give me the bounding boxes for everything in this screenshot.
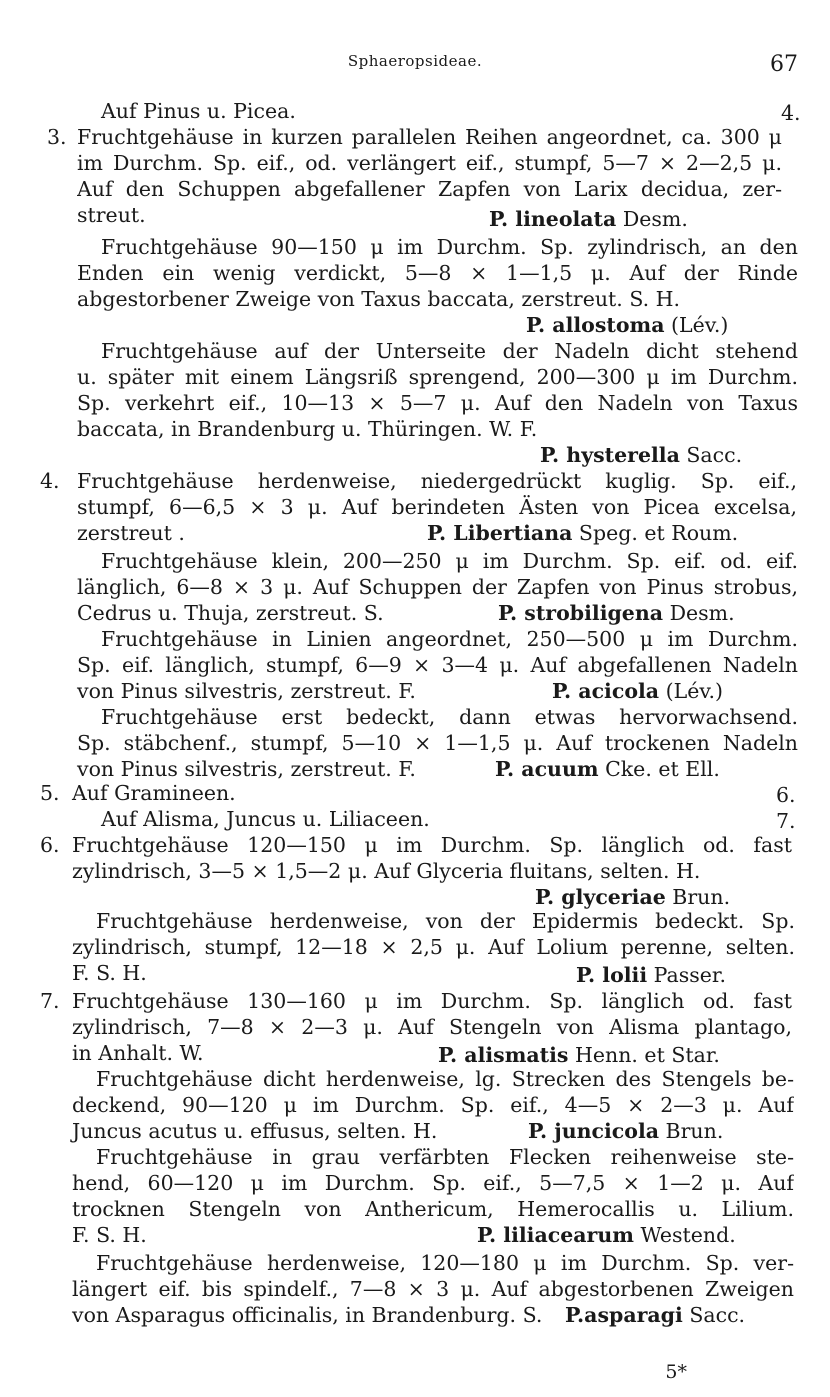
text-line: Fruchtgehäuse auf der Unterseite der Nadeln dicht stehend — [101, 339, 798, 363]
text-line: Fruchtgehäuse herdenweise, niedergedrückt kuglig. Sp. eif., — [77, 469, 797, 493]
text-line: Auf Alisma, Juncus u. Liliaceen. — [101, 807, 430, 831]
key-number: 7. — [40, 989, 60, 1013]
text-line: zylindrisch, 7—8 × 2—3 μ. Auf Stengeln von Alisma plantago, — [72, 1015, 792, 1039]
species-binomial: P. strobiligena — [498, 601, 664, 625]
text-line: F. S. H. — [72, 961, 147, 985]
text-line: Fruchtgehäuse klein, 200—250 μ im Durchm. Sp. eif. od. eif. — [101, 549, 798, 573]
species-binomial: P. glyceriae — [535, 885, 666, 909]
text-line: Fruchtgehäuse herdenweise, von der Epidermis bedeckt. Sp. — [96, 909, 795, 933]
species-binomial: P. liliacearum — [477, 1223, 634, 1247]
text-line: länglich, 6—8 × 3 μ. Auf Schuppen der Zapfen von Pinus strobus, — [77, 575, 798, 599]
species-name — [526, 312, 728, 338]
key-reference: 4. — [781, 101, 801, 125]
text-line: trocknen Stengeln von Anthericum, Hemerocallis u. Lilium. — [72, 1197, 794, 1221]
text-line: Sp. stäbchenf., stumpf, 5—10 × 1—1,5 μ. Auf trockenen Nadeln — [77, 731, 798, 755]
species-binomial: P. alismatis — [438, 1043, 569, 1067]
species-binomial: P. allostoma — [526, 313, 665, 337]
text-line: Juncus acutus u. effusus, selten. H. — [72, 1119, 438, 1143]
species-authority: Cke. et Ell. — [598, 757, 720, 781]
text-line: von Pinus silvestris, zerstreut. F. — [77, 679, 416, 703]
text-line: Fruchtgehäuse in grau verfärbten Flecken reihenweise ste- — [96, 1145, 794, 1169]
key-number: 3. — [47, 125, 67, 149]
species-authority: Sacc. — [679, 443, 743, 467]
text-line: längert eif. bis spindelf., 7—8 × 3 μ. Auf abgestorbenen Zweigen — [72, 1277, 794, 1301]
text-line: Auf den Schuppen abgefallener Zapfen von Larix decidua, zer- — [77, 177, 782, 201]
text-line: streut. — [77, 203, 146, 227]
signature-mark: 5* — [665, 1361, 687, 1383]
species-binomial: P. lineolata — [489, 207, 617, 231]
text-line: Fruchtgehäuse 130—160 μ im Durchm. Sp. länglich od. fast — [72, 989, 792, 1013]
species-name — [528, 1118, 723, 1144]
text-line: hend, 60—120 μ im Durchm. Sp. eif., 5—7,5 × 1—2 μ. Auf — [72, 1171, 794, 1195]
species-authority: Brun. — [665, 885, 731, 909]
species-name — [477, 1222, 736, 1248]
text-line: Auf Gramineen. — [72, 781, 236, 805]
species-name — [576, 962, 726, 988]
species-binomial: P. hysterella — [540, 443, 680, 467]
key-reference: 7. — [776, 809, 796, 833]
key-reference: 6. — [776, 783, 796, 807]
species-authority: Speg. et Roum. — [572, 521, 739, 545]
species-binomial: P.asparagi — [565, 1303, 683, 1327]
text-line: Sp. verkehrt eif., 10—13 × 5—7 μ. Auf den Nadeln von Taxus — [77, 391, 798, 415]
text-line: von Asparagus officinalis, in Brandenburg. S. — [72, 1303, 543, 1327]
species-binomial: P. lolii — [576, 963, 648, 987]
running-header: Sphaeropsideae. — [347, 52, 483, 70]
text-line: Fruchtgehäuse 120—150 μ im Durchm. Sp. länglich od. fast — [72, 833, 792, 857]
species-name — [495, 756, 720, 782]
page-number: 67 — [770, 52, 798, 77]
text-line: zylindrisch, 3—5 × 1,5—2 μ. Auf Glyceria fluitans, selten. H. — [72, 859, 701, 883]
text-line: Fruchtgehäuse dicht herdenweise, lg. Strecken des Stengels be- — [96, 1067, 794, 1091]
text-line: stumpf, 6—6,5 × 3 μ. Auf berindeten Ästen von Picea excelsa, — [77, 495, 797, 519]
species-authority: Desm. — [663, 601, 735, 625]
key-number: 6. — [40, 833, 60, 857]
text-line: zylindrisch, stumpf, 12—18 × 2,5 μ. Auf Lolium perenne, selten. — [72, 935, 795, 959]
species-authority: Passer. — [647, 963, 726, 987]
text-line: Fruchtgehäuse in kurzen parallelen Reihen angeordnet, ca. 300 μ — [77, 125, 782, 149]
species-name — [438, 1042, 720, 1068]
species-authority: (Lév.) — [664, 313, 729, 337]
species-name — [535, 884, 730, 910]
text-line: Fruchtgehäuse 90—150 μ im Durchm. Sp. zylindrisch, an den — [101, 235, 798, 259]
species-name — [427, 520, 738, 546]
species-binomial: P. acicola — [552, 679, 660, 703]
text-line: im Durchm. Sp. eif., od. verlängert eif., stumpf, 5—7 × 2—2,5 μ. — [77, 151, 782, 175]
species-name — [552, 678, 723, 704]
text-line: Sp. eif. länglich, stumpf, 6—9 × 3—4 μ. Auf abgefallenen Nadeln — [77, 653, 798, 677]
text-line: baccata, in Brandenburg u. Thüringen. W. F. — [77, 417, 538, 441]
species-authority: Westend. — [633, 1223, 736, 1247]
text-line: Cedrus u. Thuja, zerstreut. S. — [77, 601, 384, 625]
species-authority: Brun. — [659, 1119, 724, 1143]
text-line: Enden ein wenig verdickt, 5—8 × 1—1,5 μ. Auf der Rinde — [77, 261, 798, 285]
text-line: Auf Pinus u. Picea. — [101, 99, 296, 123]
species-name — [565, 1302, 745, 1328]
species-binomial: P. acuum — [495, 757, 599, 781]
text-line: zerstreut . — [77, 521, 185, 545]
species-binomial: P. Libertiana — [427, 521, 573, 545]
text-line: F. S. H. — [72, 1223, 147, 1247]
species-authority: Henn. et Star. — [568, 1043, 720, 1067]
text-line: Fruchtgehäuse in Linien angeordnet, 250—500 μ im Durchm. — [101, 627, 798, 651]
text-line: Fruchtgehäuse erst bedeckt, dann etwas hervorwachsend. — [101, 705, 798, 729]
species-authority: (Lév.) — [659, 679, 724, 703]
species-authority: Sacc. — [682, 1303, 746, 1327]
species-authority: Desm. — [616, 207, 688, 231]
text-line: von Pinus silvestris, zerstreut. F. — [77, 757, 416, 781]
species-name — [489, 206, 688, 232]
species-binomial: P. juncicola — [528, 1119, 660, 1143]
text-line: Fruchtgehäuse herdenweise, 120—180 μ im Durchm. Sp. ver- — [96, 1251, 794, 1275]
species-name — [498, 600, 735, 626]
text-line: u. später mit einem Längsriß sprengend, 200—300 μ im Durchm. — [77, 365, 798, 389]
key-number: 4. — [40, 469, 60, 493]
text-line: in Anhalt. W. — [72, 1041, 204, 1065]
text-line: abgestorbener Zweige von Taxus baccata, zerstreut. S. H. — [77, 287, 681, 311]
species-name — [540, 442, 742, 468]
text-line: deckend, 90—120 μ im Durchm. Sp. eif., 4—5 × 2—3 μ. Auf — [72, 1093, 794, 1117]
key-number: 5. — [40, 781, 60, 805]
